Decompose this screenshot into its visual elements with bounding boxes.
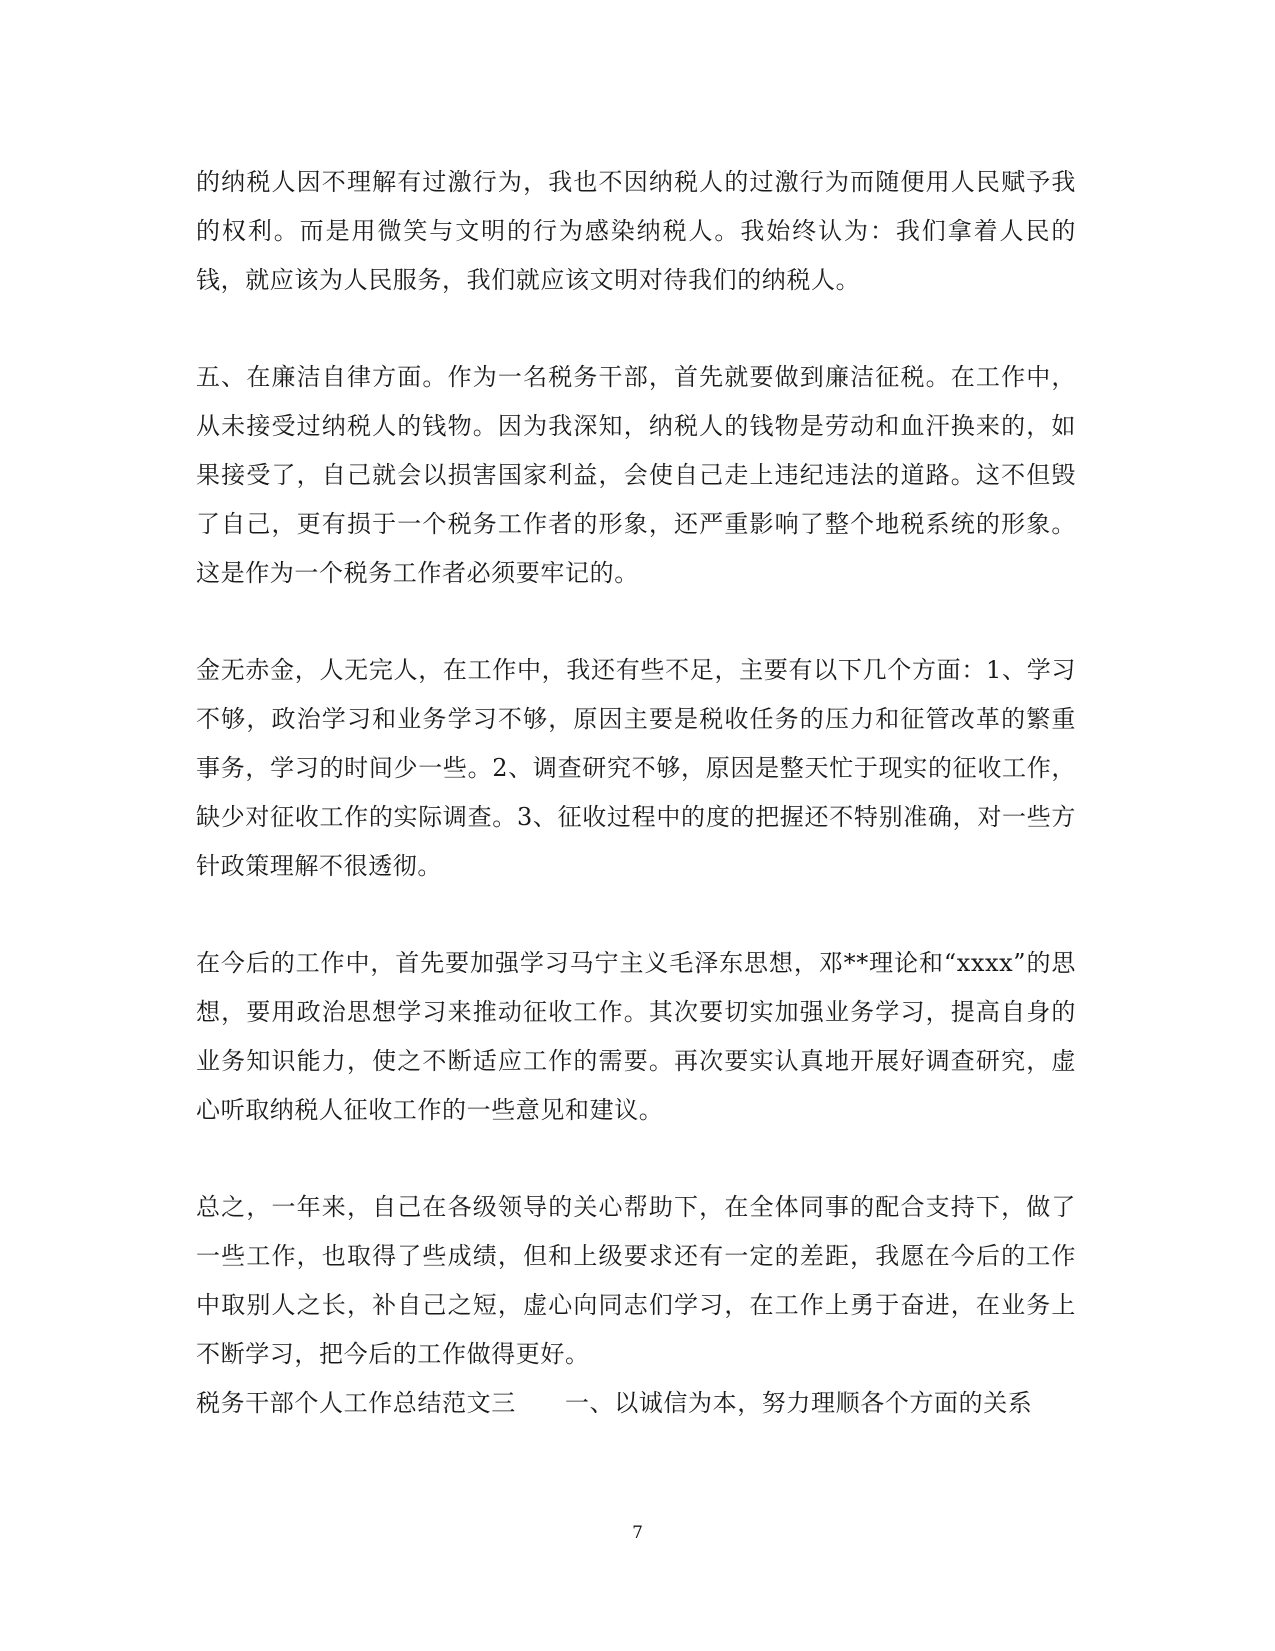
next-section-heading: 税务干部个人工作总结范文三 一、以诚信为本，努力理顺各个方面的关系	[196, 1389, 1033, 1417]
paragraph-conclusion: 总之，一年来，自己在各级领导的关心帮助下，在全体同事的配合支持下，做了一些工作，也取得了些成绩，但和上级要求还有一定的差距，我愿在今后的工作中取别人之长，补自己之短，虚心向同志们学习，在工作上勇于奋进，在业务上不断学习，把今后的工作做得更好。	[196, 1193, 1076, 1368]
paragraph-shortcomings: 金无赤金，人无完人，在工作中，我还有些不足，主要有以下几个方面：1、学习不够，政治学习和业务学习不够，原因主要是税收任务的压力和征管改革的繁重事务，学习的时间少一些。2、调查研究不够，原因是整天忙于现实的征收工作，缺少对征收工作的实际调查。3、征收过程中的度的把握还不特别准确，对一些方针政策理解不很透彻。	[196, 656, 1076, 880]
document-body	[196, 158, 1076, 1428]
paragraph-integrity: 五、在廉洁自律方面。作为一名税务干部，首先就要做到廉洁征税。在工作中，从未接受过纳税人的钱物。因为我深知，纳税人的钱物是劳动和血汗换来的，如果接受了，自己就会以损害国家利益，会使自己走上违纪违法的道路。这不但毁了自己，更有损于一个税务工作者的形象，还严重影响了整个地税系统的形象。这是作为一个税务工作者必须要牢记的。	[196, 363, 1076, 587]
page-number: 7	[632, 1523, 643, 1543]
paragraph-future-work: 在今后的工作中，首先要加强学习马宁主义毛泽东思想，邓**理论和“xxxx”的思想，要用政治思想学习来推动征收工作。其次要切实加强业务学习，提高自身的业务知识能力，使之不断适应工作的需要。再次要实认真地开展好调查研究，虚心听取纳税人征收工作的一些意见和建议。	[196, 949, 1076, 1124]
paragraph-taxpayer-civility: 的纳税人因不理解有过激行为，我也不因纳税人的过激行为而随便用人民赋予我的权利。而是用微笑与文明的行为感染纳税人。我始终认为：我们拿着人民的钱，就应该为人民服务，我们就应该文明对待我们的纳税人。	[196, 168, 1076, 294]
